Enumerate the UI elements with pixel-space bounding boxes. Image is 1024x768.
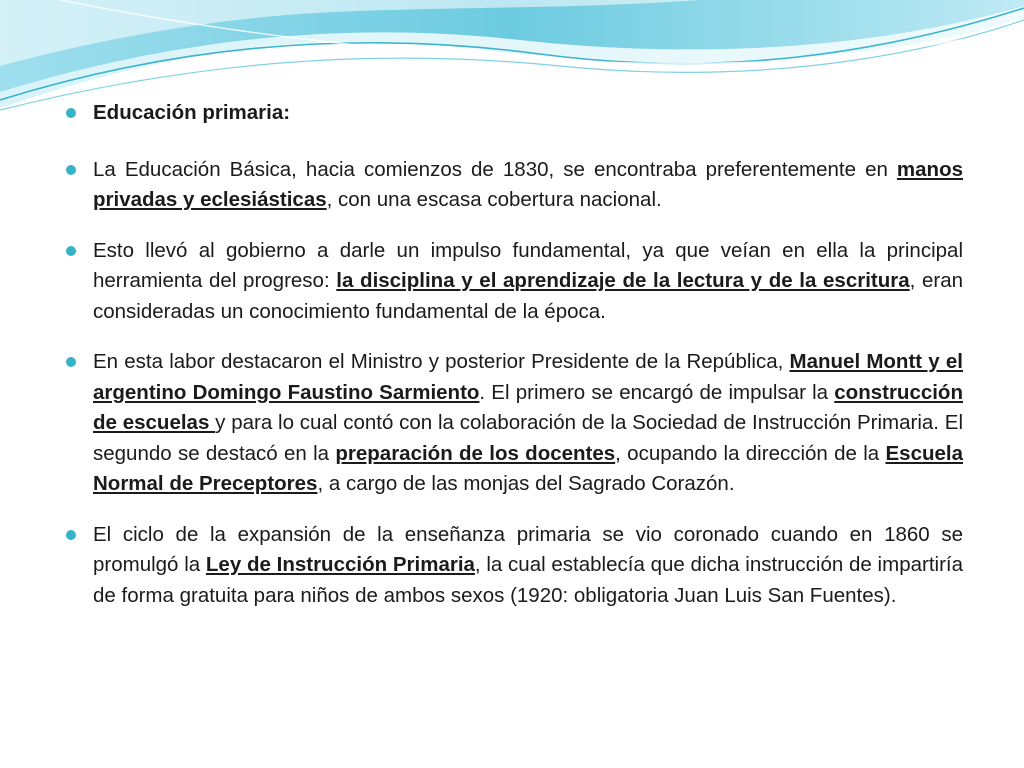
emphasis-text: Escuela Normal de Preceptores [93,441,963,495]
bullet-item [66,155,963,216]
bullet-text [93,523,963,607]
bullet-text [93,158,963,212]
body-text: , a cargo de las monjas del Sagrado Corazón. [317,472,735,495]
slide-heading-item [66,98,963,129]
bullet-item [66,520,963,612]
body-text: El ciclo de la expansión de la enseñanza primaria se vio coronado cuando en 1860 se promulgó la [93,522,963,576]
bullet-dot-icon [66,165,76,175]
body-text: , ocupando la dirección de la [615,441,886,465]
body-text: En esta labor destacaron el Ministro y posterior Presidente de la República, [93,350,790,373]
emphasis-text: preparación de los docentes [335,441,616,465]
bullet-text [93,239,963,323]
body-text: , con una escasa cobertura nacional. [326,188,662,211]
bullet-item [66,236,963,328]
body-text: Esto llevó al gobierno a darle un impulso fundamental, ya que veían en ella la principal herramienta del progreso: [93,238,963,292]
body-text: . El primero se encargó de impulsar la [479,380,835,404]
bullet-text [93,350,963,495]
emphasis-text: Ley de Instrucción Primaria [205,553,475,576]
body-text: y para lo cual contó con la colaboración de la Sociedad de Instrucción Primaria. El segundo se destacó en la [93,411,963,465]
bullet-dot-icon [66,530,76,540]
emphasis-text: manos privadas y eclesiásticas [93,157,963,211]
bullet-dot-icon [66,246,76,256]
slide-content [66,98,963,631]
body-text: , la cual establecía que dicha instrucción de impartiría de forma gratuita para niños de ambos sexos (1920: obligatoria Juan Luis San Fuentes). [93,553,963,607]
bullet-dot-icon [66,357,76,367]
emphasis-text: construcción de escuelas [93,380,963,434]
emphasis-text: la disciplina y el aprendizaje de la lectura y de la escritura [336,269,910,292]
bullet-item [66,347,963,500]
emphasis-text: Manuel Montt y el argentino Domingo Faustino Sarmiento [93,350,963,404]
body-text: , eran consideradas un conocimiento fundamental de la época. [93,269,964,323]
bullet-text [93,101,290,124]
heading-text: Educación primaria: [93,101,291,124]
body-text: La Educación Básica, hacia comienzos de 1830, se encontraba preferentemente en [93,157,897,181]
bullet-dot-icon [66,108,76,118]
